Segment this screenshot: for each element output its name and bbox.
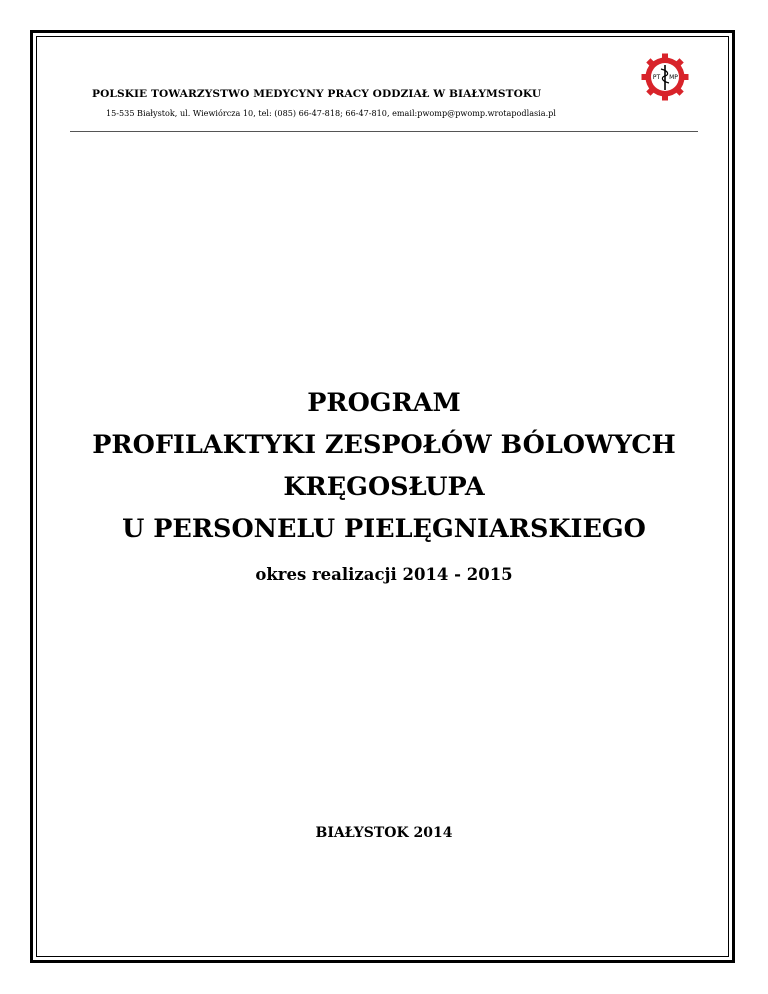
logo-right-text: MP bbox=[669, 74, 678, 81]
title-line: PROGRAM bbox=[307, 388, 461, 418]
logo-left-text: PT bbox=[652, 74, 661, 81]
organization-name: POLSKIE TOWARZYSTWO MEDYCYNY PRACY ODDZIAŁ W BIAŁYMSTOKU bbox=[92, 88, 542, 100]
title-line: PROFILAKTYKI ZESPOŁÓW BÓLOWYCH bbox=[92, 430, 676, 460]
place-and-year: BIAŁYSTOK 2014 bbox=[315, 825, 453, 841]
organization-address: 15-535 Białystok, ul. Wiewiórcza 10, tel: (085) 66-47-818; 66-47-810, email:pwomp@pwomp.wrotapodlasia.pl bbox=[106, 108, 556, 118]
document-title bbox=[34, 382, 734, 550]
title-line: U PERSONELU PIELĘGNIARSKIEGO bbox=[122, 514, 646, 544]
title-line: KRĘGOSŁUPA bbox=[283, 472, 485, 502]
header-divider bbox=[70, 131, 698, 132]
realization-period: okres realizacji 2014 - 2015 bbox=[255, 565, 513, 584]
ptmp-logo-icon bbox=[640, 52, 690, 102]
